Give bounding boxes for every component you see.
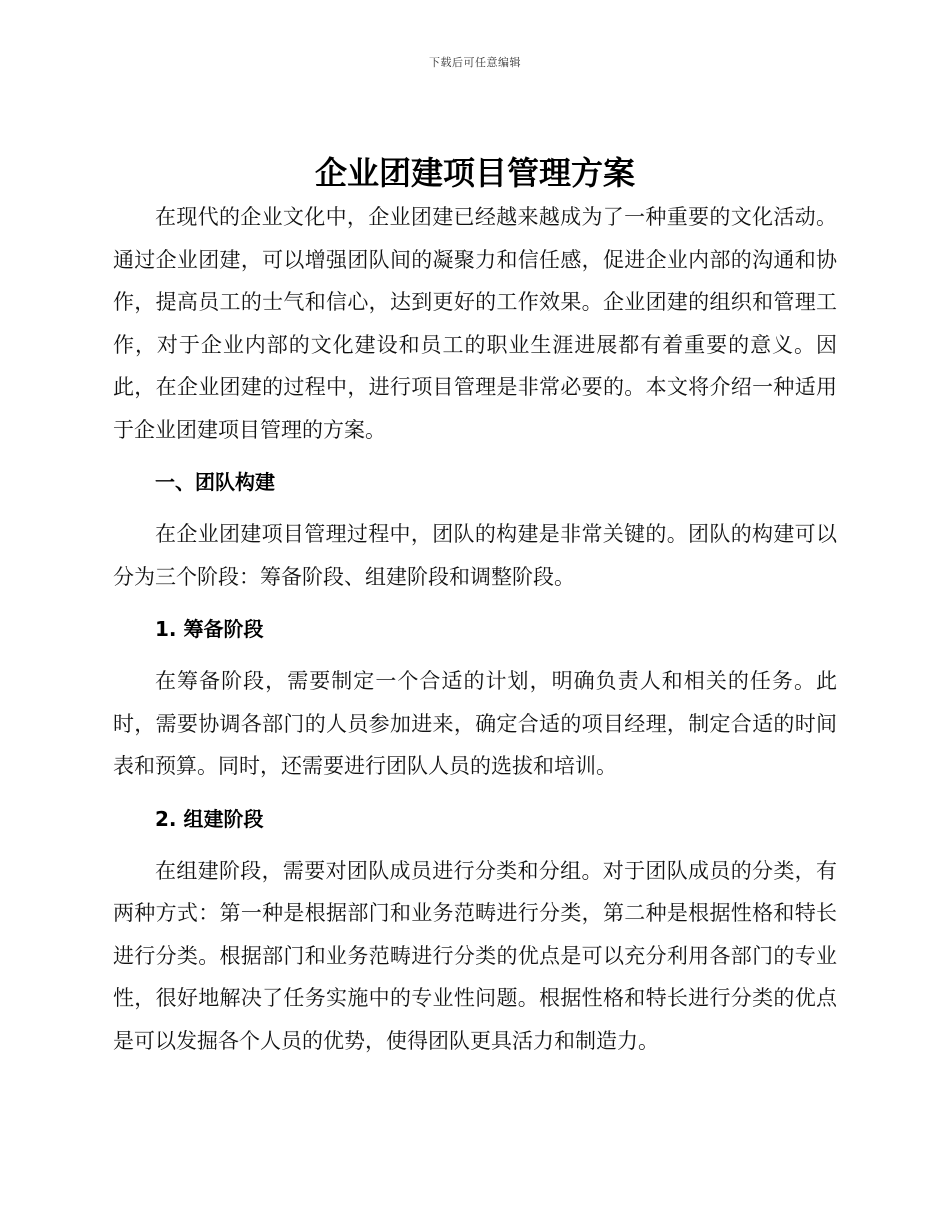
subsection-heading-preparation: 1. 筹备阶段 bbox=[155, 617, 264, 641]
document-body bbox=[113, 150, 837, 1062]
subsection-paragraph-formation: 在组建阶段，需要对团队成员进行分类和分组。对于团队成员的分类，有两种方式：第一种是根据部门和业务范畴进行分类，第二种是根据性格和特长进行分类。根据部门和业务范畴进行分类的优点是可以充分利用各部门的专业性，很好地解决了任务实施中的专业性问题。根据性格和特长进行分类的优点是可以发掘各个人员的优势，使得团队更具活力和制造力。 bbox=[113, 858, 837, 1053]
intro-paragraph: 在现代的企业文化中，企业团建已经越来越成为了一种重要的文化活动。通过企业团建，可以增强团队间的凝聚力和信任感，促进企业内部的沟通和协作，提高员工的士气和信心，达到更好的工作效果。企业团建的组织和管理工作，对于企业内部的文化建设和员工的职业生涯进展都有着重要的意义。因此，在企业团建的过程中，进行项目管理是非常必要的。本文将介绍一种适用于企业团建项目管理的方案。 bbox=[113, 205, 837, 442]
section-heading-team-building: 一、团队构建 bbox=[155, 470, 275, 494]
subsection-heading-formation: 2. 组建阶段 bbox=[155, 806, 264, 831]
document-title: 企业团建项目管理方案 bbox=[314, 154, 635, 192]
page-header: 下载后可任意编辑 bbox=[429, 56, 521, 69]
subsection-paragraph-preparation: 在筹备阶段，需要制定一个合适的计划，明确负责人和相关的任务。此时，需要协调各部门的人员参加进来，确定合适的项目经理，制定合适的时间表和预算。同时，还需要进行团队人员的选拔和培训。 bbox=[113, 669, 837, 778]
section-paragraph-team-building: 在企业团建项目管理过程中，团队的构建是非常关键的。团队的构建可以分为三个阶段：筹备阶段、组建阶段和调整阶段。 bbox=[113, 522, 837, 589]
